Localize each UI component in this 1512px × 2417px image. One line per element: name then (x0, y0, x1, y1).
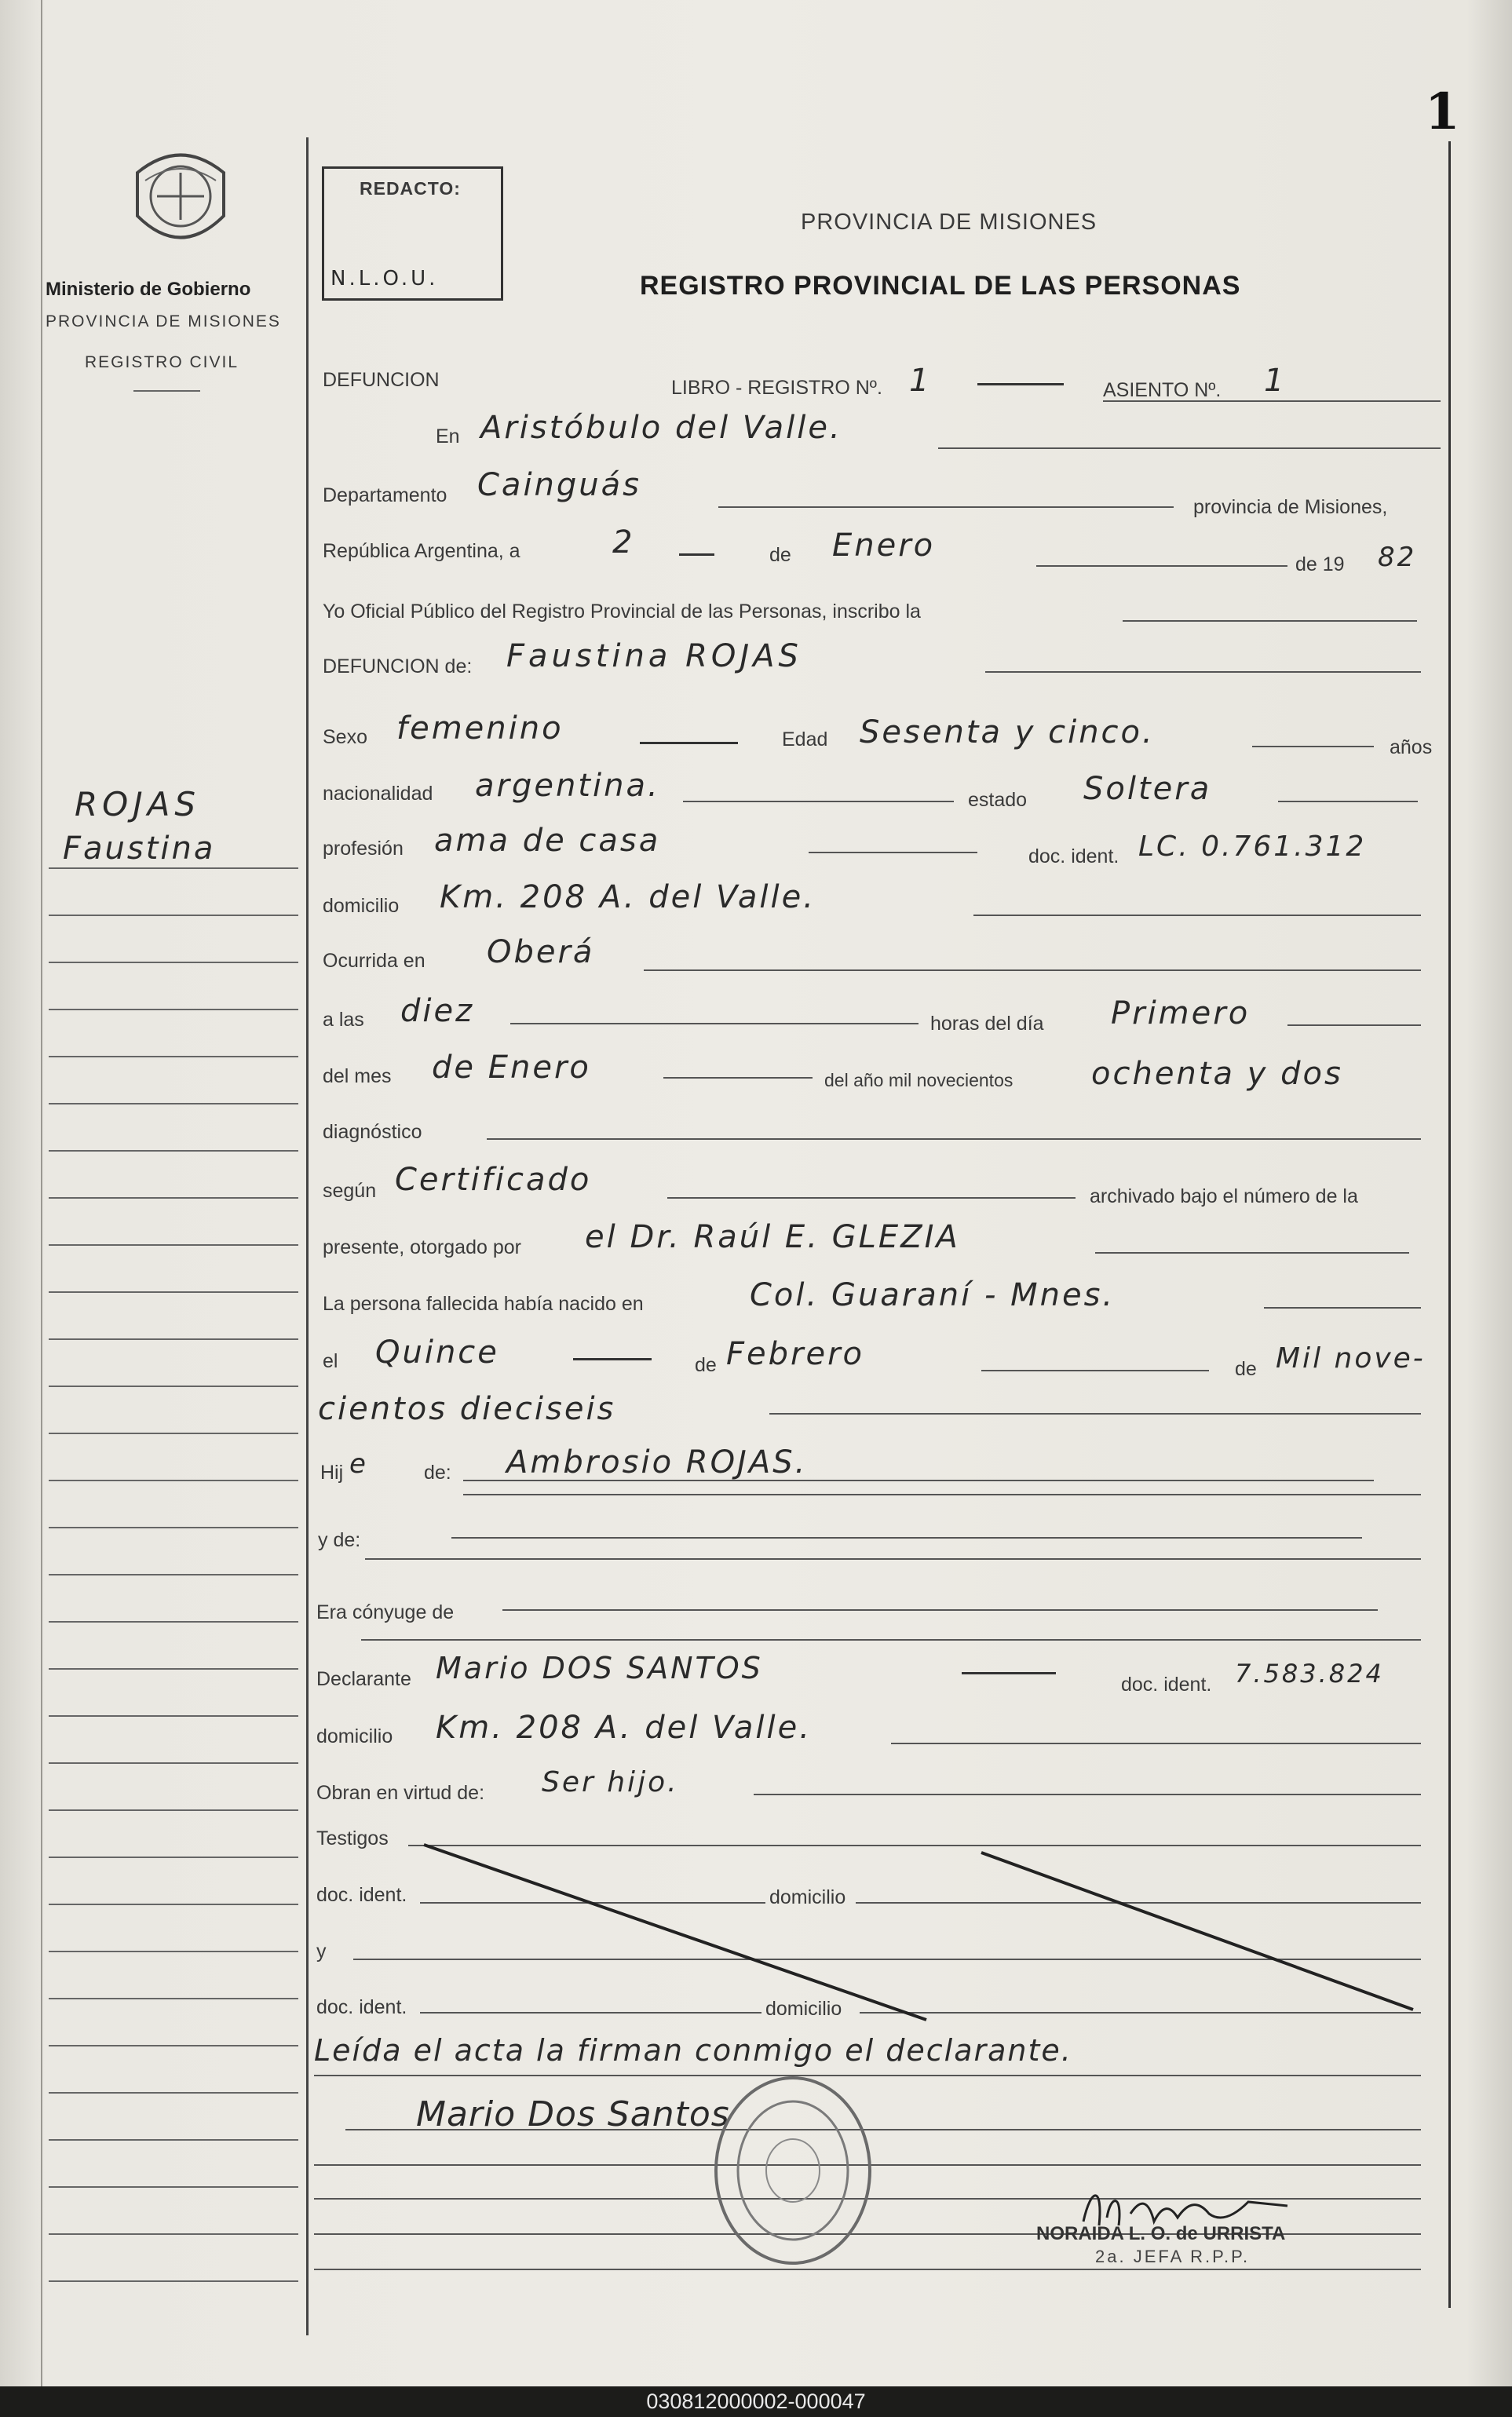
mes-fallec-value: de Enero (432, 1050, 591, 1086)
oficial-text: Yo Oficial Público del Registro Provincial de las Personas, inscribo la (323, 601, 921, 623)
doc-ident2-label: doc. ident. (1121, 1674, 1212, 1696)
declarant-signature: Mario Dos Santos (416, 2094, 730, 2134)
segun-value: Certificado (395, 1162, 592, 1198)
libro-value: 1 (909, 363, 932, 399)
segun-label: según (323, 1180, 377, 1202)
testigos-label: Testigos (316, 1827, 389, 1849)
anio-value: 82 (1378, 542, 1417, 573)
type-label: DEFUNCION (323, 369, 440, 391)
declarante-label: Declarante (316, 1668, 411, 1690)
archivado-label: archivado bajo el número de la (1090, 1185, 1358, 1207)
nac-mes-value: Febrero (726, 1336, 864, 1372)
estado-label: estado (968, 789, 1028, 811)
obran-label: Obran en virtud de: (316, 1782, 485, 1804)
republica-label: República Argentina, a (323, 540, 520, 562)
alas-label: a las (323, 1009, 364, 1031)
asiento-value: 1 (1264, 363, 1287, 399)
redacto-label: REDACTO: (360, 178, 461, 199)
departamento-label: Departamento (323, 484, 447, 506)
official-title: 2a. JEFA R.P.P. (1095, 2247, 1251, 2266)
dia-texto-value: Primero (1111, 995, 1251, 1031)
doc-ident-value: LC. 0.761.312 (1138, 831, 1367, 863)
libro-label: LIBRO - REGISTRO Nº. (671, 377, 882, 399)
hora-value: diez (400, 993, 475, 1029)
ocurrida-value: Oberá (487, 934, 595, 970)
profesion-label: profesión (323, 838, 404, 860)
de3-label: de (1235, 1358, 1257, 1380)
anos-label: años (1390, 736, 1433, 758)
estado-value: Soltera (1083, 771, 1212, 807)
en-value: Aristóbulo del Valle. (480, 410, 842, 446)
nacido-value: Col. Guaraní - Mnes. (750, 1277, 1116, 1313)
nacionalidad-label: nacionalidad (323, 783, 433, 805)
domicilio2-label: domicilio (316, 1725, 393, 1747)
header-registry: REGISTRO PROVINCIAL DE LAS PERSONAS (640, 271, 1241, 301)
de19-label: de 19 (1295, 553, 1345, 575)
delmes-label: del mes (323, 1065, 392, 1087)
departamento-value: Cainguás (477, 467, 641, 503)
redacto-value: N.L.O.U. (331, 267, 439, 290)
testigo2-dom-label: domicilio (765, 1998, 842, 2020)
doc-ident2-value: 7.583.824 (1235, 1659, 1384, 1689)
sidebar-province-label: PROVINCIA DE MISIONES (46, 312, 281, 330)
en-label: En (436, 425, 460, 447)
hijo-label: Hij (320, 1462, 344, 1484)
presente-label: presente, otorgado por (323, 1236, 521, 1258)
horas-label: horas del día (930, 1013, 1044, 1035)
de-label: de (769, 544, 791, 566)
defuncion-de-label: DEFUNCION de: (323, 655, 473, 677)
archive-id: 030812000002-000047 (0, 2386, 1512, 2417)
official-stamp (710, 2072, 875, 2269)
provincia-label: provincia de Misiones, (1193, 496, 1388, 518)
form-fill-line (314, 2269, 1421, 2270)
nombre-value: Faustina ROJAS (506, 638, 802, 674)
de2-label: de (695, 1354, 717, 1376)
official-name: NORAIDA L. O. de URRISTA (1036, 2223, 1286, 2244)
edad-value: Sesenta y cinco. (860, 714, 1155, 750)
anio-label: del año mil novecientos (824, 1070, 1013, 1090)
el-label: el (323, 1350, 338, 1372)
padre-value: Ambrosio ROJAS. (506, 1444, 808, 1481)
domicilio-label: domicilio (323, 895, 400, 917)
page-number: 1 (1425, 82, 1460, 141)
declarante-value: Mario DOS SANTOS (436, 1651, 763, 1685)
hijo-value: e (349, 1448, 368, 1480)
domicilio-value: Km. 208 A. del Valle. (440, 879, 816, 915)
nacionalidad-value: argentina. (475, 768, 660, 804)
sexo-label: Sexo (323, 726, 367, 748)
dia-value: 2 (612, 524, 635, 560)
mes-value: Enero (832, 528, 936, 564)
doc-ident-label: doc. ident. (1028, 845, 1119, 867)
nac-anio-value2: cientos dieciseis (318, 1391, 616, 1427)
testigo-y-label: y (316, 1941, 327, 1962)
yde-label: y de: (318, 1529, 361, 1551)
profesion-value: ama de casa (434, 823, 661, 859)
ocurrida-label: Ocurrida en (323, 950, 425, 972)
header-province: PROVINCIA DE MISIONES (801, 210, 1097, 235)
conyuge-label: Era cónyuge de (316, 1601, 455, 1623)
diagnostico-label: diagnóstico (323, 1121, 422, 1143)
domicilio2-value: Km. 208 A. del Valle. (436, 1710, 812, 1746)
testigo2-doc-label: doc. ident. (316, 1996, 407, 2018)
nacido-label: La persona fallecida había nacido en (323, 1293, 644, 1315)
margin-surname: ROJAS (75, 785, 201, 823)
asiento-label: ASIENTO Nº. (1103, 379, 1222, 401)
de4-label: de: (424, 1462, 451, 1484)
otorgado-value: el Dr. Raúl E. GLEZIA (585, 1219, 960, 1255)
anio-texto-value: ochenta y dos (1091, 1056, 1343, 1092)
testigo1-dom-label: domicilio (769, 1886, 846, 1908)
form-fill-line (345, 2129, 1421, 2130)
closing-text: Leída el acta la firman conmigo el declarante. (314, 2033, 1072, 2068)
margin-name: Faustina (63, 831, 216, 867)
nac-anio-value: Mil nove- (1276, 1342, 1426, 1375)
ministry-label: Ministerio de Gobierno (46, 279, 251, 300)
testigo1-doc-label: doc. ident. (316, 1884, 407, 1906)
sexo-value: femenino (396, 710, 564, 747)
edad-label: Edad (782, 728, 828, 750)
registry-label: REGISTRO CIVIL (85, 353, 239, 371)
obran-value: Ser hijo. (542, 1766, 679, 1798)
nac-dia-value: Quince (375, 1334, 499, 1371)
